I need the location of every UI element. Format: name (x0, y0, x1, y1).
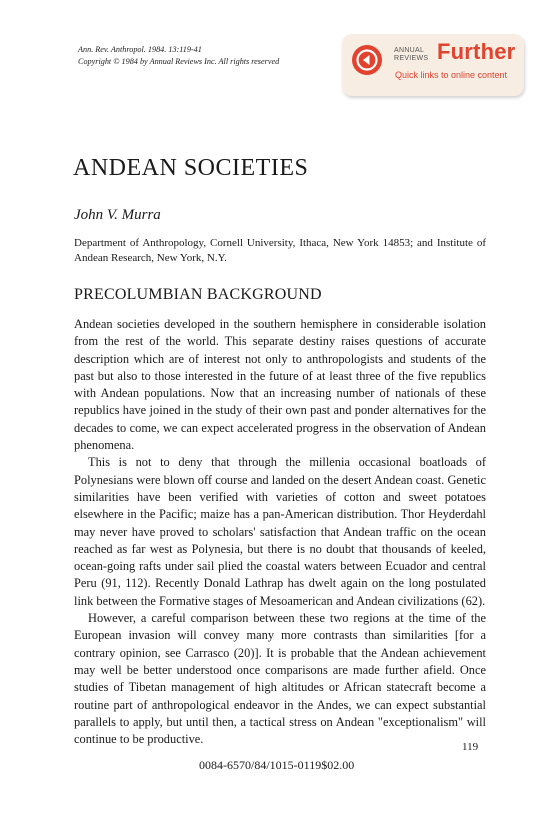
article-author: John V. Murra (74, 207, 161, 223)
section-heading: PRECOLUMBIAN BACKGROUND (74, 286, 322, 303)
author-affiliation: Department of Anthropology, Cornell University, Ithaca, New York 14853; and Institute of Andean Research, New York, N.Y. (74, 237, 486, 264)
brand-line-reviews: REVIEWS (394, 55, 429, 62)
annual-reviews-logo-icon (352, 45, 382, 75)
article-title: ANDEAN SOCIETIES (73, 155, 309, 181)
brand-name (394, 47, 428, 63)
body-paragraph: However, a careful comparison between these two regions at the time of the European invasion will convey many more contrasts than similarities [for a contrary opinion, see Carrasco (20)]. It is probable that the Andean achievement may well be better understood once comparisons are made further afield. Once studies of Tibetan management of high altitudes or African statecraft become a routine part of anthropological endeavor in the Andes, we can expect substantial parallels to apply, but until then, a tactical stress on Andean "exceptionalism" will continue to be productive. (74, 611, 486, 747)
brand-line-annual: ANNUAL (394, 47, 425, 54)
further-links-badge[interactable] (342, 34, 524, 96)
body-paragraph: Andean societies developed in the southern hemisphere in considerable isolation from the rest of the world. This separate destiny raises questions of accurate description which are of interest not only to anthropologists and students of the past but also to those interested in the future of at least three of the five republics with Andean populations. Now that an increasing number of nationals of these republics have joined in the study of their own past and ponder alternatives for the decades to come, we can expect accelerated progress in the observation of Andean phenomena. (74, 317, 486, 453)
page-number: 119 (462, 741, 479, 753)
article-body (74, 316, 486, 748)
article-code: 0084-6570/84/1015-0119$02.00 (199, 758, 355, 772)
body-paragraph: This is not to deny that through the millenia occasional boatloads of Polynesians were blown off course and landed on the desert Andean coast. Genetic similarities have been verified with varieties of cotton and sweet potatoes elsewhere in the Pacific; maize has a pan-American distribution. Thor Heyderdahl may never have proved to scholars' satisfaction that Andean traffic on the ocean reached as far west as Polynesia, but there is no doubt that thousands of keeled, ocean-going rafts under sail plied the coastal waters between Ecuador and central Peru (91, 112). Recently Donald Lathrap has dwelt again on the long postulated link between the Formative stages of Mesoamerican and Andean civilizations (62). (74, 455, 486, 608)
journal-citation (78, 44, 279, 68)
further-label: Further (437, 39, 516, 64)
quick-links-tagline: Quick links to online content (395, 70, 508, 80)
citation-line-copyright: Copyright © 1984 by Annual Reviews Inc. All rights reserved (78, 57, 280, 66)
citation-line-journal: Ann. Rev. Anthropol. 1984. 13:119-41 (78, 45, 202, 54)
